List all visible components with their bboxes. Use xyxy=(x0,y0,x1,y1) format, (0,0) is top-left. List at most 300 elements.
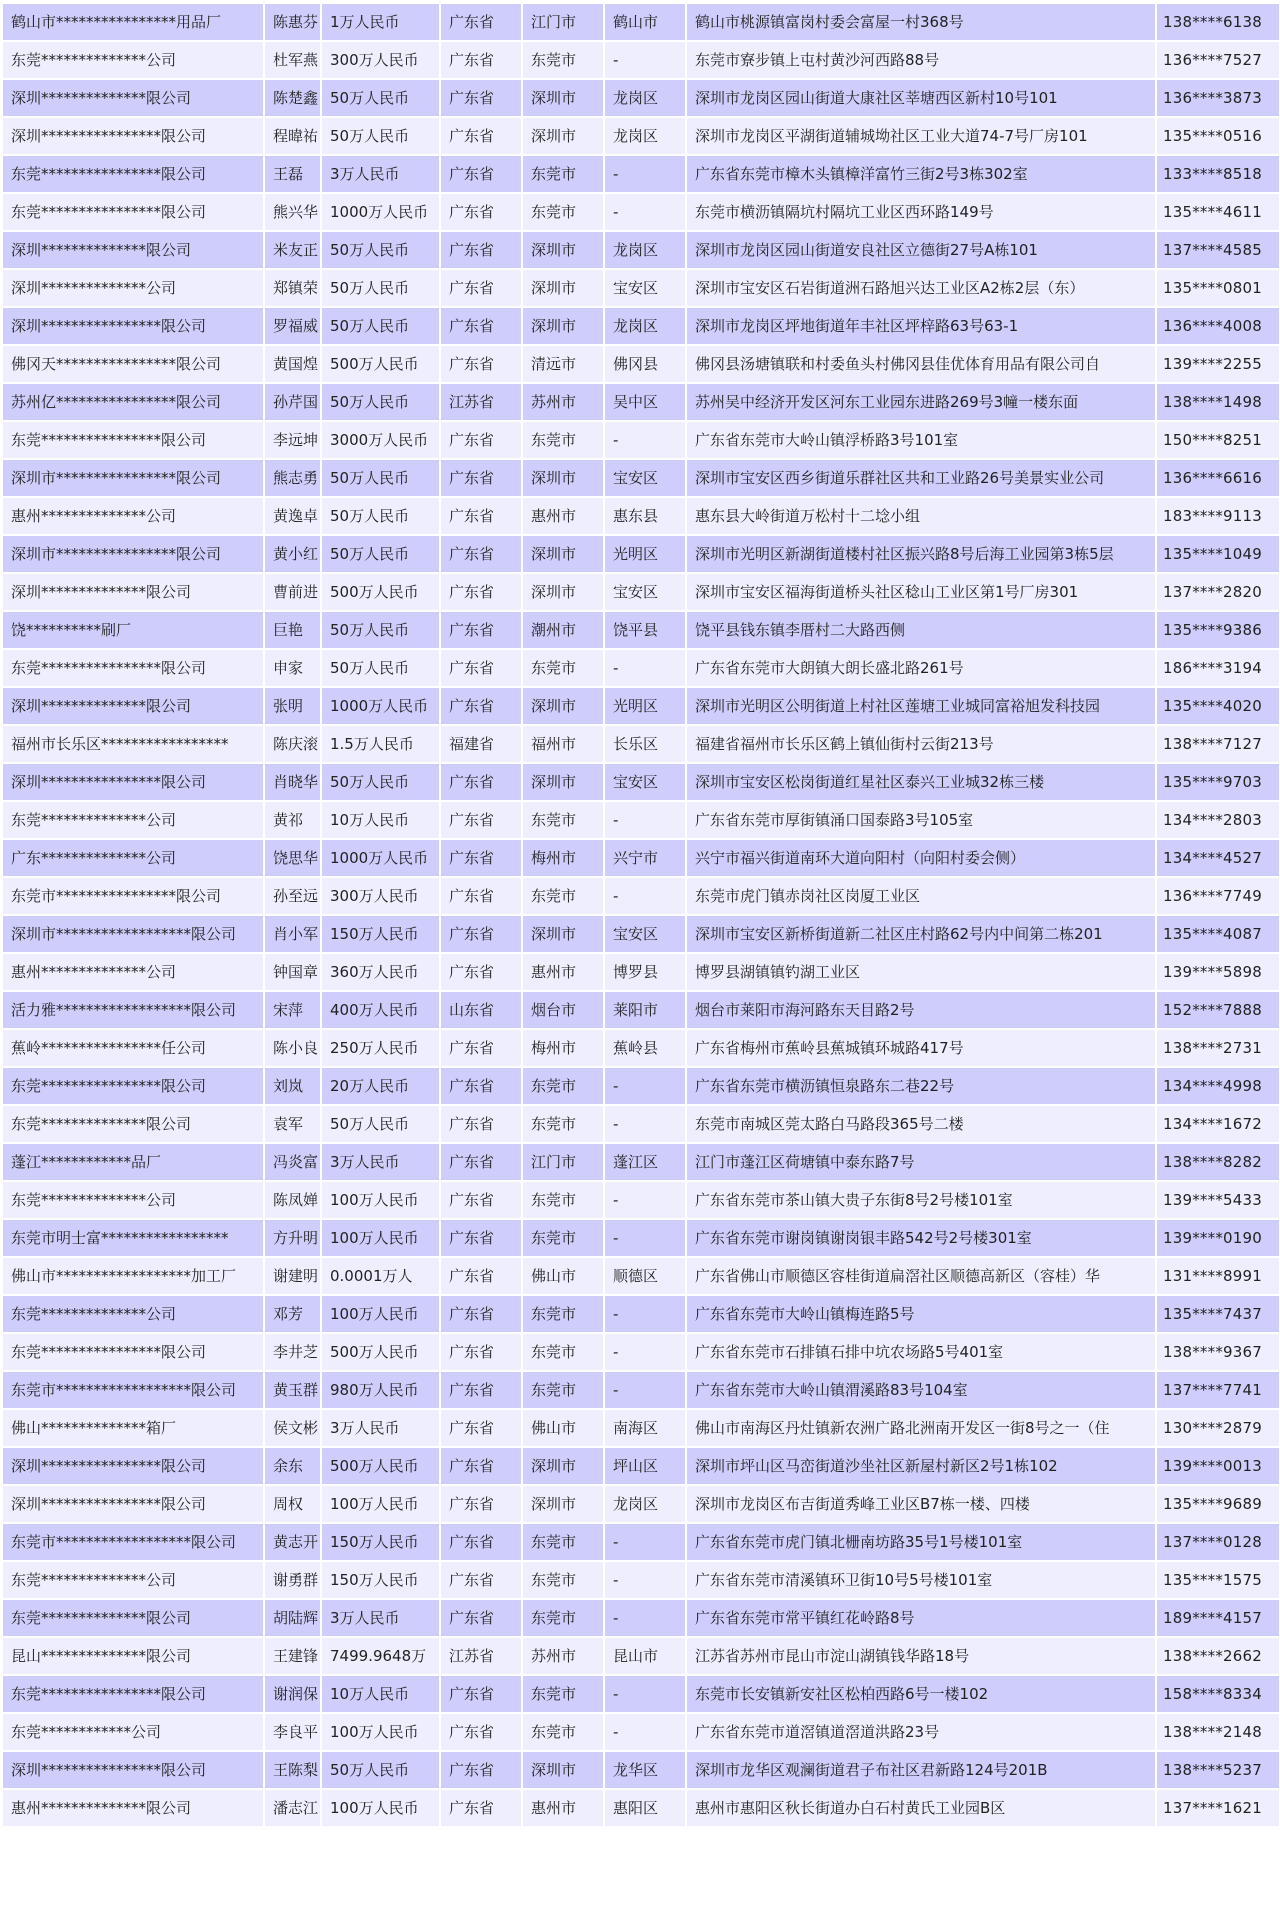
city-cell: 梅州市 xyxy=(523,840,603,876)
city-cell: 深圳市 xyxy=(523,118,603,154)
legal-rep-cell: 李良平 xyxy=(265,1714,320,1750)
registered-capital-cell: 150万人民币 xyxy=(322,1524,439,1560)
table-row xyxy=(3,1790,1279,1826)
city-cell: 东莞市 xyxy=(523,1220,603,1256)
table-row xyxy=(3,992,1279,1028)
district-cell: 惠阳区 xyxy=(605,1790,685,1826)
address-cell: 东莞市长安镇新安社区松柏西路6号一楼102 xyxy=(687,1676,1155,1712)
city-cell: 深圳市 xyxy=(523,80,603,116)
address-cell: 广东省东莞市茶山镇大贵子东街8号2号楼101室 xyxy=(687,1182,1155,1218)
legal-rep-cell: 罗福威 xyxy=(265,308,320,344)
city-cell: 东莞市 xyxy=(523,422,603,458)
table-body xyxy=(3,4,1279,1826)
registered-capital-cell: 50万人民币 xyxy=(322,498,439,534)
province-cell: 广东省 xyxy=(441,650,521,686)
city-cell: 深圳市 xyxy=(523,536,603,572)
city-cell: 福州市 xyxy=(523,726,603,762)
district-cell: 惠东县 xyxy=(605,498,685,534)
province-cell: 广东省 xyxy=(441,840,521,876)
city-cell: 东莞市 xyxy=(523,1068,603,1104)
legal-rep-cell: 谢建明 xyxy=(265,1258,320,1294)
address-cell: 饶平县钱东镇李厝村二大路西侧 xyxy=(687,612,1155,648)
legal-rep-cell: 余东 xyxy=(265,1448,320,1484)
legal-rep-cell: 黄祁 xyxy=(265,802,320,838)
table-row xyxy=(3,1258,1279,1294)
city-cell: 深圳市 xyxy=(523,308,603,344)
phone-cell: 186****3194 xyxy=(1157,650,1279,686)
city-cell: 东莞市 xyxy=(523,1562,603,1598)
district-cell: - xyxy=(605,1220,685,1256)
registered-capital-cell: 980万人民币 xyxy=(322,1372,439,1408)
company-name-cell: 活力雅******************限公司 xyxy=(3,992,263,1028)
phone-cell: 135****9703 xyxy=(1157,764,1279,800)
registered-capital-cell: 50万人民币 xyxy=(322,764,439,800)
phone-cell: 138****2731 xyxy=(1157,1030,1279,1066)
table-row xyxy=(3,384,1279,420)
district-cell: - xyxy=(605,1106,685,1142)
city-cell: 深圳市 xyxy=(523,460,603,496)
address-cell: 广东省东莞市厚街镇涌口国泰路3号105室 xyxy=(687,802,1155,838)
city-cell: 深圳市 xyxy=(523,1448,603,1484)
company-name-cell: 苏州亿****************限公司 xyxy=(3,384,263,420)
registered-capital-cell: 50万人民币 xyxy=(322,384,439,420)
phone-cell: 138****1498 xyxy=(1157,384,1279,420)
address-cell: 深圳市光明区新湖街道楼村社区振兴路8号后海工业园第3栋5层 xyxy=(687,536,1155,572)
phone-cell: 138****6138 xyxy=(1157,4,1279,40)
company-name-cell: 深圳市******************限公司 xyxy=(3,916,263,952)
phone-cell: 183****9113 xyxy=(1157,498,1279,534)
legal-rep-cell: 冯炎富 xyxy=(265,1144,320,1180)
company-name-cell: 东莞市****************限公司 xyxy=(3,878,263,914)
legal-rep-cell: 肖晓华 xyxy=(265,764,320,800)
city-cell: 深圳市 xyxy=(523,916,603,952)
phone-cell: 136****7527 xyxy=(1157,42,1279,78)
company-name-cell: 东莞**************公司 xyxy=(3,1562,263,1598)
district-cell: - xyxy=(605,1182,685,1218)
registered-capital-cell: 3万人民币 xyxy=(322,1410,439,1446)
province-cell: 广东省 xyxy=(441,498,521,534)
company-name-cell: 饶**********刷厂 xyxy=(3,612,263,648)
address-cell: 福建省福州市长乐区鹤上镇仙街村云街213号 xyxy=(687,726,1155,762)
company-name-cell: 深圳**************限公司 xyxy=(3,574,263,610)
company-name-cell: 深圳****************限公司 xyxy=(3,1752,263,1788)
table-row xyxy=(3,1372,1279,1408)
table-row xyxy=(3,270,1279,306)
phone-cell: 135****0801 xyxy=(1157,270,1279,306)
address-cell: 惠州市惠阳区秋长街道办白石村黄氏工业园B区 xyxy=(687,1790,1155,1826)
registered-capital-cell: 10万人民币 xyxy=(322,802,439,838)
city-cell: 东莞市 xyxy=(523,1372,603,1408)
registered-capital-cell: 300万人民币 xyxy=(322,42,439,78)
city-cell: 惠州市 xyxy=(523,954,603,990)
registered-capital-cell: 100万人民币 xyxy=(322,1790,439,1826)
legal-rep-cell: 黄逸卓 xyxy=(265,498,320,534)
city-cell: 清远市 xyxy=(523,346,603,382)
table-row xyxy=(3,1296,1279,1332)
address-cell: 东莞市虎门镇赤岗社区岗厦工业区 xyxy=(687,878,1155,914)
province-cell: 广东省 xyxy=(441,460,521,496)
legal-rep-cell: 孙芹国 xyxy=(265,384,320,420)
registered-capital-cell: 150万人民币 xyxy=(322,916,439,952)
legal-rep-cell: 黄玉群 xyxy=(265,1372,320,1408)
registered-capital-cell: 500万人民币 xyxy=(322,346,439,382)
address-cell: 深圳市宝安区松岗街道红星社区泰兴工业城32栋三楼 xyxy=(687,764,1155,800)
company-name-cell: 东莞市******************限公司 xyxy=(3,1524,263,1560)
company-name-cell: 深圳****************限公司 xyxy=(3,764,263,800)
province-cell: 广东省 xyxy=(441,194,521,230)
city-cell: 东莞市 xyxy=(523,878,603,914)
phone-cell: 137****4585 xyxy=(1157,232,1279,268)
province-cell: 广东省 xyxy=(441,612,521,648)
registered-capital-cell: 50万人民币 xyxy=(322,1106,439,1142)
registered-capital-cell: 20万人民币 xyxy=(322,1068,439,1104)
district-cell: 蓬江区 xyxy=(605,1144,685,1180)
company-name-cell: 东莞**************限公司 xyxy=(3,1600,263,1636)
legal-rep-cell: 谢润保 xyxy=(265,1676,320,1712)
district-cell: 长乐区 xyxy=(605,726,685,762)
city-cell: 东莞市 xyxy=(523,1524,603,1560)
district-cell: - xyxy=(605,1676,685,1712)
address-cell: 广东省东莞市虎门镇北栅南坊路35号1号楼101室 xyxy=(687,1524,1155,1560)
company-name-cell: 深圳**************限公司 xyxy=(3,232,263,268)
province-cell: 广东省 xyxy=(441,1714,521,1750)
company-name-cell: 深圳**************限公司 xyxy=(3,80,263,116)
phone-cell: 138****2148 xyxy=(1157,1714,1279,1750)
registered-capital-cell: 150万人民币 xyxy=(322,1562,439,1598)
phone-cell: 135****9386 xyxy=(1157,612,1279,648)
province-cell: 广东省 xyxy=(441,1144,521,1180)
phone-cell: 139****0190 xyxy=(1157,1220,1279,1256)
registered-capital-cell: 50万人民币 xyxy=(322,80,439,116)
city-cell: 梅州市 xyxy=(523,1030,603,1066)
address-cell: 广东省东莞市大朗镇大朗长盛北路261号 xyxy=(687,650,1155,686)
city-cell: 烟台市 xyxy=(523,992,603,1028)
company-name-cell: 东莞****************限公司 xyxy=(3,156,263,192)
phone-cell: 135****4611 xyxy=(1157,194,1279,230)
legal-rep-cell: 黄志开 xyxy=(265,1524,320,1560)
company-name-cell: 昆山**************限公司 xyxy=(3,1638,263,1674)
table-row xyxy=(3,1334,1279,1370)
legal-rep-cell: 米友正 xyxy=(265,232,320,268)
registered-capital-cell: 50万人民币 xyxy=(322,118,439,154)
registered-capital-cell: 50万人民币 xyxy=(322,460,439,496)
table-row xyxy=(3,1638,1279,1674)
city-cell: 深圳市 xyxy=(523,1486,603,1522)
registered-capital-cell: 500万人民币 xyxy=(322,1334,439,1370)
legal-rep-cell: 黄小红 xyxy=(265,536,320,572)
phone-cell: 139****5433 xyxy=(1157,1182,1279,1218)
district-cell: - xyxy=(605,422,685,458)
district-cell: 龙岗区 xyxy=(605,1486,685,1522)
province-cell: 广东省 xyxy=(441,1524,521,1560)
phone-cell: 152****7888 xyxy=(1157,992,1279,1028)
phone-cell: 130****2879 xyxy=(1157,1410,1279,1446)
phone-cell: 150****8251 xyxy=(1157,422,1279,458)
address-cell: 博罗县湖镇镇钓湖工业区 xyxy=(687,954,1155,990)
city-cell: 惠州市 xyxy=(523,498,603,534)
legal-rep-cell: 方升明 xyxy=(265,1220,320,1256)
registered-capital-cell: 1000万人民币 xyxy=(322,688,439,724)
registered-capital-cell: 50万人民币 xyxy=(322,232,439,268)
district-cell: 坪山区 xyxy=(605,1448,685,1484)
registered-capital-cell: 50万人民币 xyxy=(322,612,439,648)
company-name-cell: 深圳****************限公司 xyxy=(3,1448,263,1484)
table-row xyxy=(3,308,1279,344)
address-cell: 佛山市南海区丹灶镇新农洲广路北洲南开发区一街8号之一（住 xyxy=(687,1410,1155,1446)
table-row xyxy=(3,916,1279,952)
city-cell: 东莞市 xyxy=(523,1714,603,1750)
province-cell: 江苏省 xyxy=(441,384,521,420)
legal-rep-cell: 刘岚 xyxy=(265,1068,320,1104)
company-name-cell: 东莞****************限公司 xyxy=(3,1676,263,1712)
district-cell: - xyxy=(605,1714,685,1750)
phone-cell: 134****1672 xyxy=(1157,1106,1279,1142)
address-cell: 兴宁市福兴街道南环大道向阳村（向阳村委会侧） xyxy=(687,840,1155,876)
province-cell: 广东省 xyxy=(441,1676,521,1712)
phone-cell: 137****2820 xyxy=(1157,574,1279,610)
company-name-cell: 深圳****************限公司 xyxy=(3,1486,263,1522)
legal-rep-cell: 胡陆辉 xyxy=(265,1600,320,1636)
district-cell: 莱阳市 xyxy=(605,992,685,1028)
legal-rep-cell: 袁军 xyxy=(265,1106,320,1142)
address-cell: 深圳市宝安区新桥街道新二社区庄村路62号内中间第二栋201 xyxy=(687,916,1155,952)
province-cell: 山东省 xyxy=(441,992,521,1028)
registered-capital-cell: 0.0001万人 xyxy=(322,1258,439,1294)
city-cell: 深圳市 xyxy=(523,688,603,724)
phone-cell: 138****9367 xyxy=(1157,1334,1279,1370)
address-cell: 深圳市坪山区马峦街道沙坐社区新屋村新区2号1栋102 xyxy=(687,1448,1155,1484)
district-cell: - xyxy=(605,156,685,192)
table-row xyxy=(3,1182,1279,1218)
city-cell: 深圳市 xyxy=(523,270,603,306)
registered-capital-cell: 100万人民币 xyxy=(322,1220,439,1256)
province-cell: 广东省 xyxy=(441,1296,521,1332)
company-name-cell: 东莞**************公司 xyxy=(3,1296,263,1332)
province-cell: 广东省 xyxy=(441,1182,521,1218)
company-name-cell: 蓬江************品厂 xyxy=(3,1144,263,1180)
district-cell: - xyxy=(605,650,685,686)
city-cell: 苏州市 xyxy=(523,1638,603,1674)
address-cell: 广东省佛山市顺德区容桂街道扁滘社区顺德高新区（容桂）华 xyxy=(687,1258,1155,1294)
registered-capital-cell: 50万人民币 xyxy=(322,650,439,686)
district-cell: 兴宁市 xyxy=(605,840,685,876)
phone-cell: 158****8334 xyxy=(1157,1676,1279,1712)
city-cell: 东莞市 xyxy=(523,1182,603,1218)
address-cell: 广东省东莞市常平镇红花岭路8号 xyxy=(687,1600,1155,1636)
address-cell: 广东省东莞市清溪镇环卫街10号5号楼101室 xyxy=(687,1562,1155,1598)
company-name-cell: 深圳****************限公司 xyxy=(3,118,263,154)
address-cell: 烟台市莱阳市海河路东天目路2号 xyxy=(687,992,1155,1028)
address-cell: 广东省东莞市大岭山镇浮桥路3号101室 xyxy=(687,422,1155,458)
phone-cell: 135****1049 xyxy=(1157,536,1279,572)
district-cell: 南海区 xyxy=(605,1410,685,1446)
city-cell: 惠州市 xyxy=(523,1790,603,1826)
phone-cell: 135****1575 xyxy=(1157,1562,1279,1598)
legal-rep-cell: 谢勇群 xyxy=(265,1562,320,1598)
company-name-cell: 东莞****************限公司 xyxy=(3,422,263,458)
address-cell: 佛冈县汤塘镇联和村委鱼头村佛冈县佳优体育用品有限公司自 xyxy=(687,346,1155,382)
company-name-cell: 东莞****************限公司 xyxy=(3,1068,263,1104)
table-row xyxy=(3,1562,1279,1598)
registered-capital-cell: 3000万人民币 xyxy=(322,422,439,458)
table-row xyxy=(3,688,1279,724)
legal-rep-cell: 巨艳 xyxy=(265,612,320,648)
address-cell: 深圳市龙岗区布吉街道秀峰工业区B7栋一楼、四楼 xyxy=(687,1486,1155,1522)
address-cell: 广东省东莞市石排镇石排中坑农场路5号401室 xyxy=(687,1334,1155,1370)
registered-capital-cell: 250万人民币 xyxy=(322,1030,439,1066)
table-row xyxy=(3,1144,1279,1180)
district-cell: 饶平县 xyxy=(605,612,685,648)
province-cell: 福建省 xyxy=(441,726,521,762)
phone-cell: 189****4157 xyxy=(1157,1600,1279,1636)
registered-capital-cell: 3万人民币 xyxy=(322,1144,439,1180)
city-cell: 东莞市 xyxy=(523,194,603,230)
table-row xyxy=(3,650,1279,686)
district-cell: 光明区 xyxy=(605,536,685,572)
company-name-cell: 鹤山市****************用品厂 xyxy=(3,4,263,40)
company-name-cell: 惠州**************公司 xyxy=(3,954,263,990)
province-cell: 广东省 xyxy=(441,232,521,268)
legal-rep-cell: 熊志勇 xyxy=(265,460,320,496)
district-cell: - xyxy=(605,1334,685,1370)
province-cell: 广东省 xyxy=(441,802,521,838)
city-cell: 东莞市 xyxy=(523,1334,603,1370)
city-cell: 东莞市 xyxy=(523,1296,603,1332)
phone-cell: 133****8518 xyxy=(1157,156,1279,192)
province-cell: 广东省 xyxy=(441,1220,521,1256)
address-cell: 东莞市寮步镇上屯村黄沙河西路88号 xyxy=(687,42,1155,78)
table-row xyxy=(3,498,1279,534)
phone-cell: 138****5237 xyxy=(1157,1752,1279,1788)
district-cell: - xyxy=(605,194,685,230)
address-cell: 江门市蓬江区荷塘镇中泰东路7号 xyxy=(687,1144,1155,1180)
phone-cell: 138****8282 xyxy=(1157,1144,1279,1180)
province-cell: 广东省 xyxy=(441,80,521,116)
province-cell: 江苏省 xyxy=(441,1638,521,1674)
phone-cell: 137****1621 xyxy=(1157,1790,1279,1826)
city-cell: 苏州市 xyxy=(523,384,603,420)
address-cell: 深圳市宝安区石岩街道洲石路旭兴达工业区A2栋2层（东） xyxy=(687,270,1155,306)
city-cell: 江门市 xyxy=(523,4,603,40)
table-row xyxy=(3,1448,1279,1484)
registered-capital-cell: 50万人民币 xyxy=(322,536,439,572)
district-cell: 龙岗区 xyxy=(605,308,685,344)
district-cell: 龙岗区 xyxy=(605,118,685,154)
province-cell: 广东省 xyxy=(441,1030,521,1066)
province-cell: 广东省 xyxy=(441,1410,521,1446)
district-cell: 宝安区 xyxy=(605,574,685,610)
registered-capital-cell: 500万人民币 xyxy=(322,574,439,610)
province-cell: 广东省 xyxy=(441,916,521,952)
district-cell: 鹤山市 xyxy=(605,4,685,40)
district-cell: - xyxy=(605,1562,685,1598)
district-cell: - xyxy=(605,42,685,78)
city-cell: 深圳市 xyxy=(523,764,603,800)
legal-rep-cell: 熊兴华 xyxy=(265,194,320,230)
company-name-cell: 东莞市******************限公司 xyxy=(3,1372,263,1408)
phone-cell: 135****4020 xyxy=(1157,688,1279,724)
table-row xyxy=(3,764,1279,800)
legal-rep-cell: 陈楚鑫 xyxy=(265,80,320,116)
legal-rep-cell: 李远坤 xyxy=(265,422,320,458)
table-row xyxy=(3,954,1279,990)
table-row xyxy=(3,1600,1279,1636)
company-table xyxy=(1,2,1280,1828)
company-name-cell: 蕉岭****************任公司 xyxy=(3,1030,263,1066)
district-cell: - xyxy=(605,1296,685,1332)
province-cell: 广东省 xyxy=(441,536,521,572)
district-cell: 吴中区 xyxy=(605,384,685,420)
company-name-cell: 深圳**************限公司 xyxy=(3,688,263,724)
company-name-cell: 佛山**************箱厂 xyxy=(3,1410,263,1446)
district-cell: 宝安区 xyxy=(605,764,685,800)
phone-cell: 135****9689 xyxy=(1157,1486,1279,1522)
registered-capital-cell: 100万人民币 xyxy=(322,1182,439,1218)
company-name-cell: 东莞****************限公司 xyxy=(3,194,263,230)
phone-cell: 139****5898 xyxy=(1157,954,1279,990)
company-name-cell: 东莞**************公司 xyxy=(3,42,263,78)
city-cell: 佛山市 xyxy=(523,1258,603,1294)
phone-cell: 139****0013 xyxy=(1157,1448,1279,1484)
district-cell: - xyxy=(605,802,685,838)
table-row xyxy=(3,840,1279,876)
table-row xyxy=(3,118,1279,154)
address-cell: 深圳市龙岗区平湖街道辅城坳社区工业大道74-7号厂房101 xyxy=(687,118,1155,154)
address-cell: 深圳市龙岗区园山街道安良社区立德街27号A栋101 xyxy=(687,232,1155,268)
company-name-cell: 深圳**************公司 xyxy=(3,270,263,306)
province-cell: 广东省 xyxy=(441,878,521,914)
table-row xyxy=(3,574,1279,610)
table-row xyxy=(3,1714,1279,1750)
address-cell: 广东省东莞市谢岗镇谢岗银丰路542号2号楼301室 xyxy=(687,1220,1155,1256)
phone-cell: 138****7127 xyxy=(1157,726,1279,762)
province-cell: 广东省 xyxy=(441,308,521,344)
city-cell: 东莞市 xyxy=(523,1676,603,1712)
company-name-cell: 惠州**************限公司 xyxy=(3,1790,263,1826)
city-cell: 东莞市 xyxy=(523,1600,603,1636)
phone-cell: 137****7741 xyxy=(1157,1372,1279,1408)
table-row xyxy=(3,4,1279,40)
address-cell: 苏州吴中经济开发区河东工业园东进路269号3幢一楼东面 xyxy=(687,384,1155,420)
phone-cell: 131****8991 xyxy=(1157,1258,1279,1294)
province-cell: 广东省 xyxy=(441,1790,521,1826)
address-cell: 深圳市宝安区西乡街道乐群社区共和工业路26号美景实业公司 xyxy=(687,460,1155,496)
table-row xyxy=(3,80,1279,116)
province-cell: 广东省 xyxy=(441,118,521,154)
city-cell: 东莞市 xyxy=(523,156,603,192)
table-row xyxy=(3,156,1279,192)
registered-capital-cell: 1000万人民币 xyxy=(322,840,439,876)
registered-capital-cell: 3万人民币 xyxy=(322,156,439,192)
address-cell: 东莞市横沥镇隔坑村隔坑工业区西环路149号 xyxy=(687,194,1155,230)
address-cell: 江苏省苏州市昆山市淀山湖镇钱华路18号 xyxy=(687,1638,1155,1674)
table-row xyxy=(3,42,1279,78)
city-cell: 潮州市 xyxy=(523,612,603,648)
registered-capital-cell: 1.5万人民币 xyxy=(322,726,439,762)
city-cell: 东莞市 xyxy=(523,42,603,78)
registered-capital-cell: 100万人民币 xyxy=(322,1714,439,1750)
registered-capital-cell: 100万人民币 xyxy=(322,1486,439,1522)
province-cell: 广东省 xyxy=(441,1562,521,1598)
legal-rep-cell: 王陈梨 xyxy=(265,1752,320,1788)
legal-rep-cell: 杜军燕 xyxy=(265,42,320,78)
province-cell: 广东省 xyxy=(441,422,521,458)
company-name-cell: 佛山市******************加工厂 xyxy=(3,1258,263,1294)
city-cell: 江门市 xyxy=(523,1144,603,1180)
legal-rep-cell: 孙至远 xyxy=(265,878,320,914)
district-cell: - xyxy=(605,1524,685,1560)
legal-rep-cell: 王建锋 xyxy=(265,1638,320,1674)
